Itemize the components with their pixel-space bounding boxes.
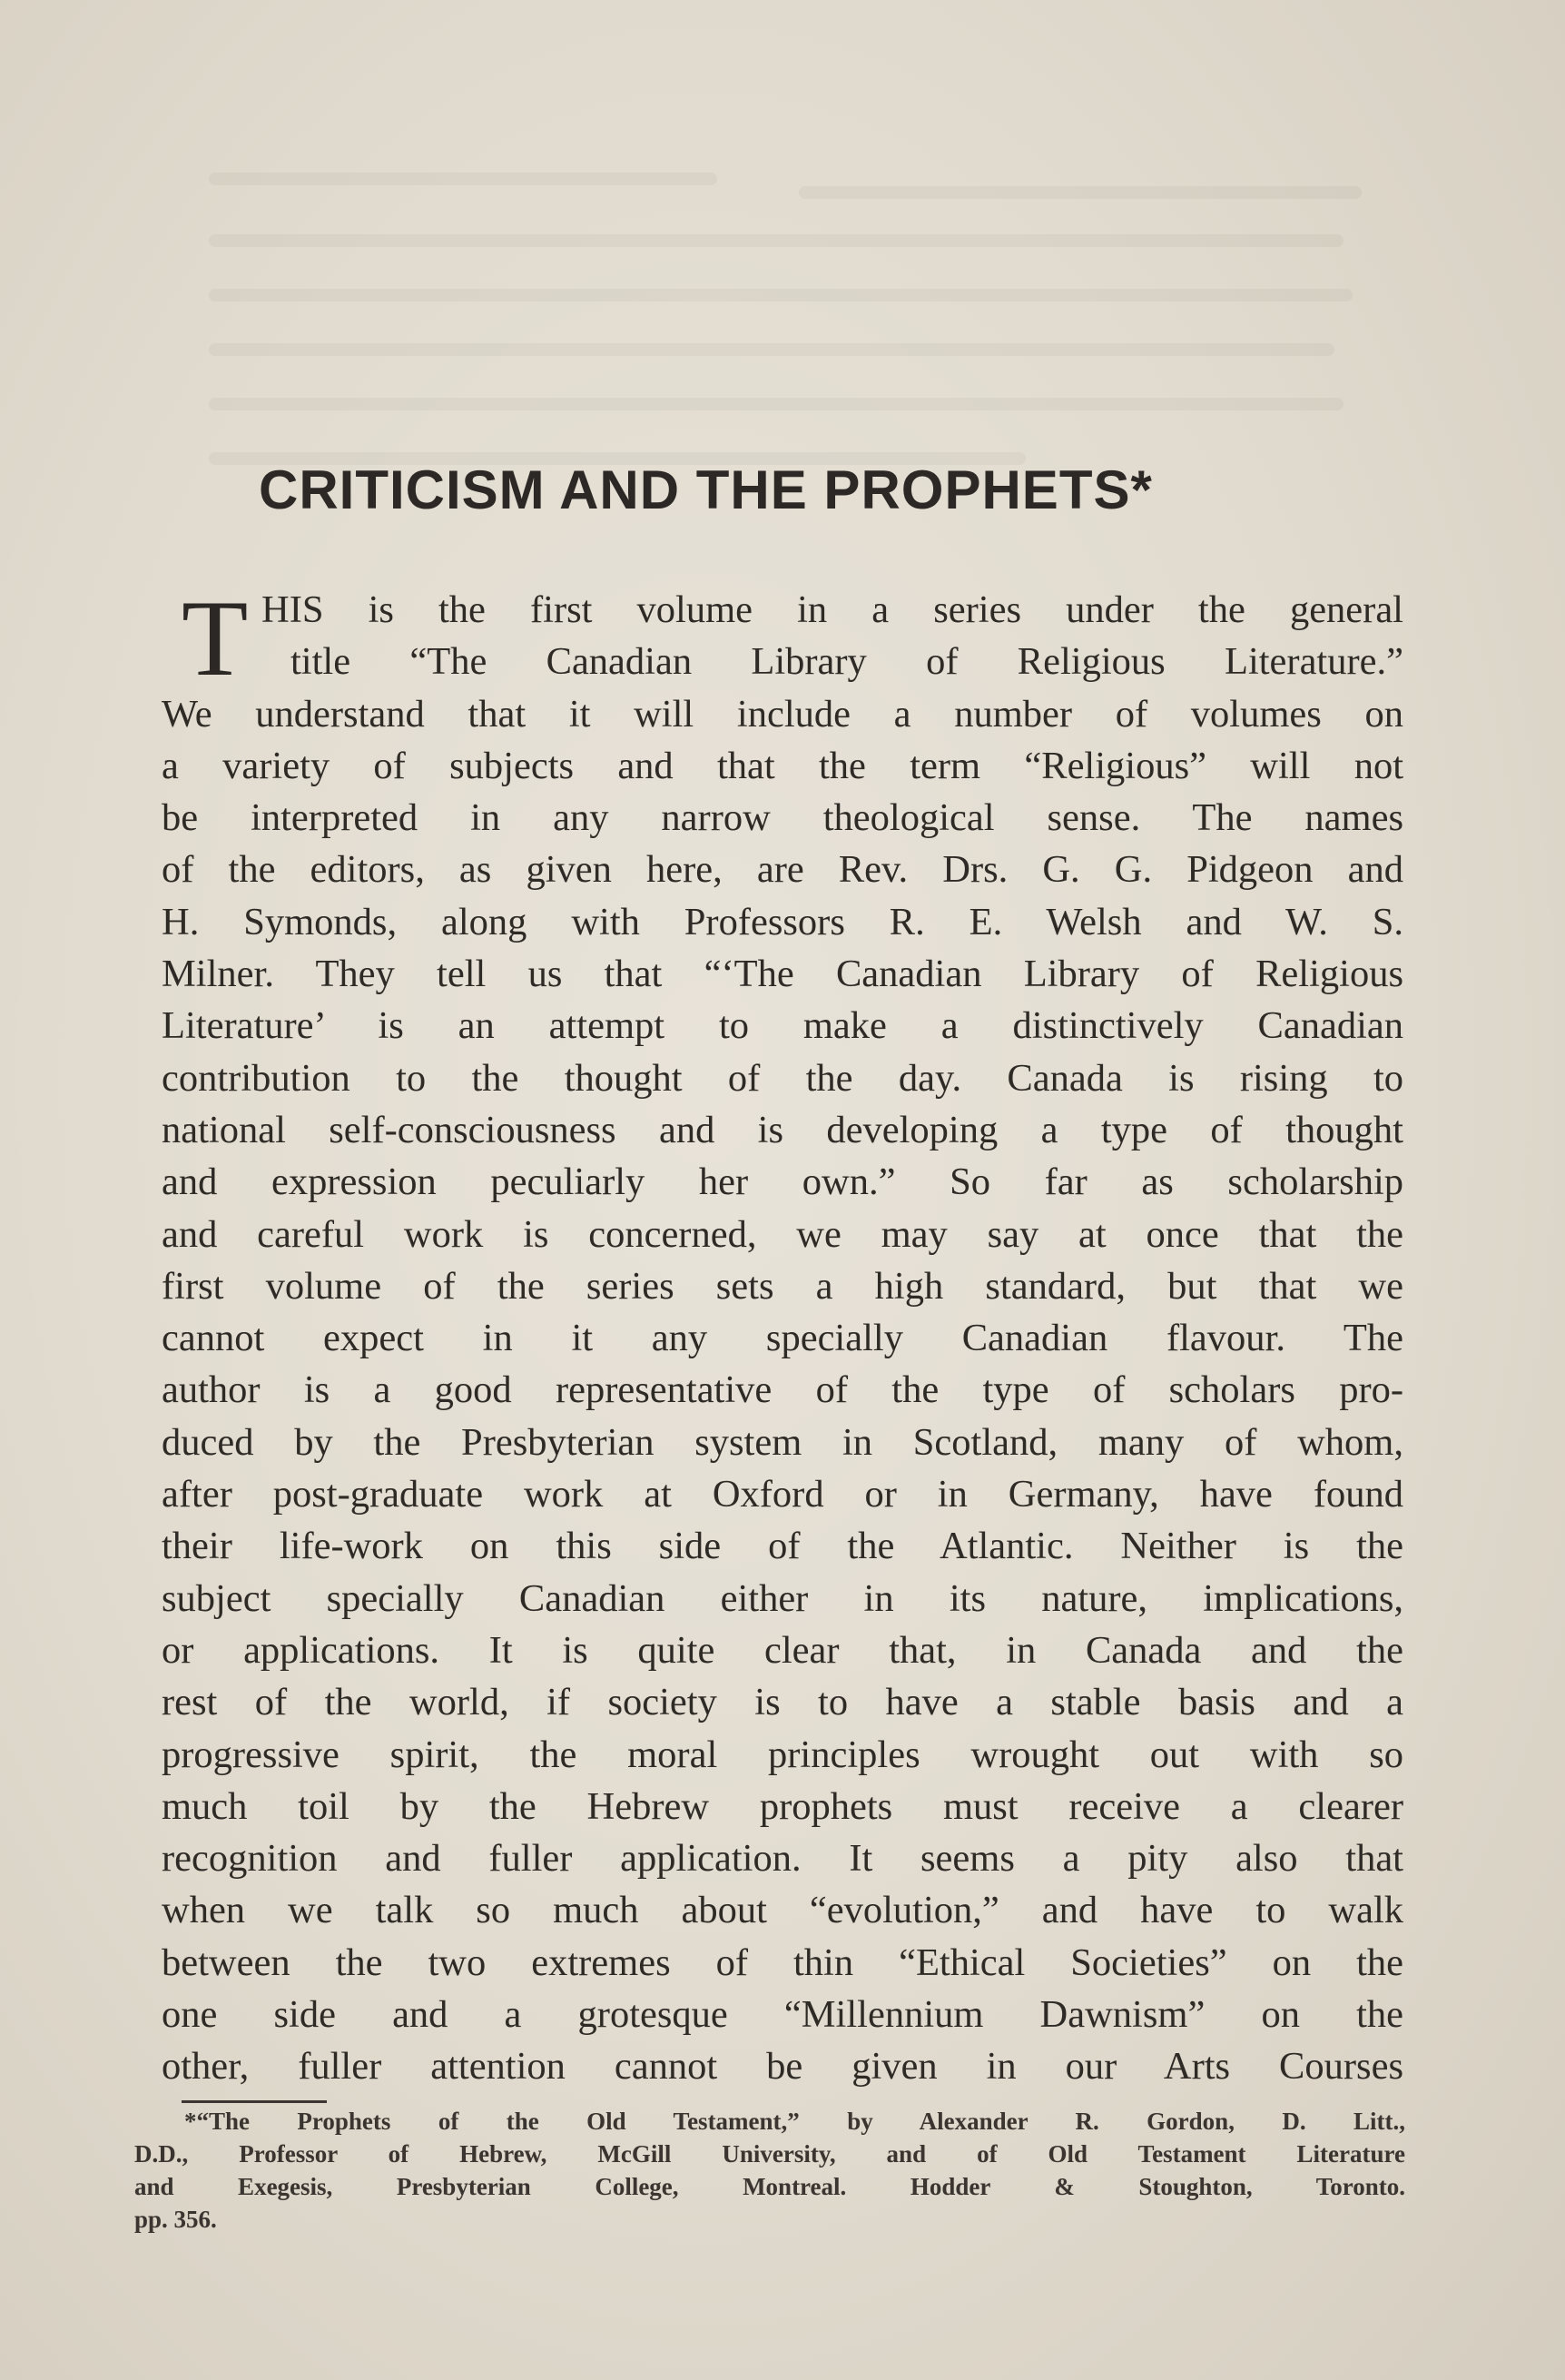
body-line: or applications. It is quite clear that, in Canada and the — [162, 1628, 1403, 1672]
footnote-line: and Exegesis, Presbyterian College, Montreal. Hodder & Stoughton, Toronto. — [134, 2173, 1405, 2200]
body-line: Literature’ is an attempt to make a distinctively Canadian — [162, 1004, 1403, 1048]
body-line: of the editors, as given here, are Rev. Drs. G. G. Pidgeon and — [162, 848, 1403, 892]
article-title: CRITICISM AND THE PROPHETS* — [259, 459, 1153, 520]
body-line: much toil by the Hebrew prophets must receive a clearer — [162, 1784, 1403, 1828]
body-line: contribution to the thought of the day. Canada is rising to — [162, 1056, 1403, 1100]
body-line: when we talk so much about “evolution,” and have to walk — [162, 1889, 1403, 1932]
body-line: rest of the world, if society is to have a stable basis and a — [162, 1681, 1403, 1724]
body-line: one side and a grotesque “Millennium Dawnism” on the — [162, 1993, 1403, 2037]
body-line: title “The Canadian Library of Religious Literature.” — [290, 640, 1403, 684]
body-line: H. Symonds, along with Professors R. E. Welsh and W. S. — [162, 900, 1403, 943]
body-line: duced by the Presbyterian system in Scotland, many of whom, — [162, 1420, 1403, 1464]
article-body — [162, 578, 1403, 2093]
body-line: We understand that it will include a number of volumes on — [162, 692, 1403, 736]
body-line: and expression peculiarly her own.” So far as scholarship — [162, 1160, 1403, 1204]
bleed-through-text — [0, 0, 1565, 509]
footnote — [134, 2105, 1405, 2236]
body-line: cannot expect in it any specially Canadian flavour. The — [162, 1317, 1403, 1360]
body-line: other, fuller attention cannot be given in our Arts Courses — [162, 2045, 1403, 2089]
body-line: between the two extremes of thin “Ethical Societies” on the — [162, 1941, 1403, 1984]
body-line: subject specially Canadian either in its nature, implications, — [162, 1576, 1403, 1620]
drop-cap: T — [182, 578, 249, 698]
footnote-line: pp. 356. — [134, 2206, 217, 2233]
footnote-rule — [182, 2100, 327, 2103]
body-line: progressive spirit, the moral principles wrought out with so — [162, 1733, 1403, 1776]
body-line: a variety of subjects and that the term “Religious” will not — [162, 744, 1403, 787]
body-line: after post-graduate work at Oxford or in Germany, have found — [162, 1473, 1403, 1516]
body-line: be interpreted in any narrow theological sense. The names — [162, 796, 1403, 840]
footnote-line: D.D., Professor of Hebrew, McGill University, and of Old Testament Literature — [134, 2140, 1405, 2168]
body-line: HIS is the first volume in a series under the general — [261, 588, 1403, 631]
body-line: first volume of the series sets a high standard, but that we — [162, 1264, 1403, 1308]
body-line: national self-consciousness and is developing a type of thought — [162, 1108, 1403, 1151]
body-line: Milner. They tell us that “‘The Canadian Library of Religious — [162, 953, 1403, 996]
body-line: recognition and fuller application. It seems a pity also that — [162, 1837, 1403, 1881]
body-line: their life-work on this side of the Atlantic. Neither is the — [162, 1525, 1403, 1568]
body-line: author is a good representative of the type of scholars pro- — [162, 1368, 1403, 1412]
body-line: and careful work is concerned, we may say at once that the — [162, 1212, 1403, 1256]
footnote-line: *“The Prophets of the Old Testament,” by Alexander R. Gordon, D. Litt., — [184, 2108, 1405, 2135]
